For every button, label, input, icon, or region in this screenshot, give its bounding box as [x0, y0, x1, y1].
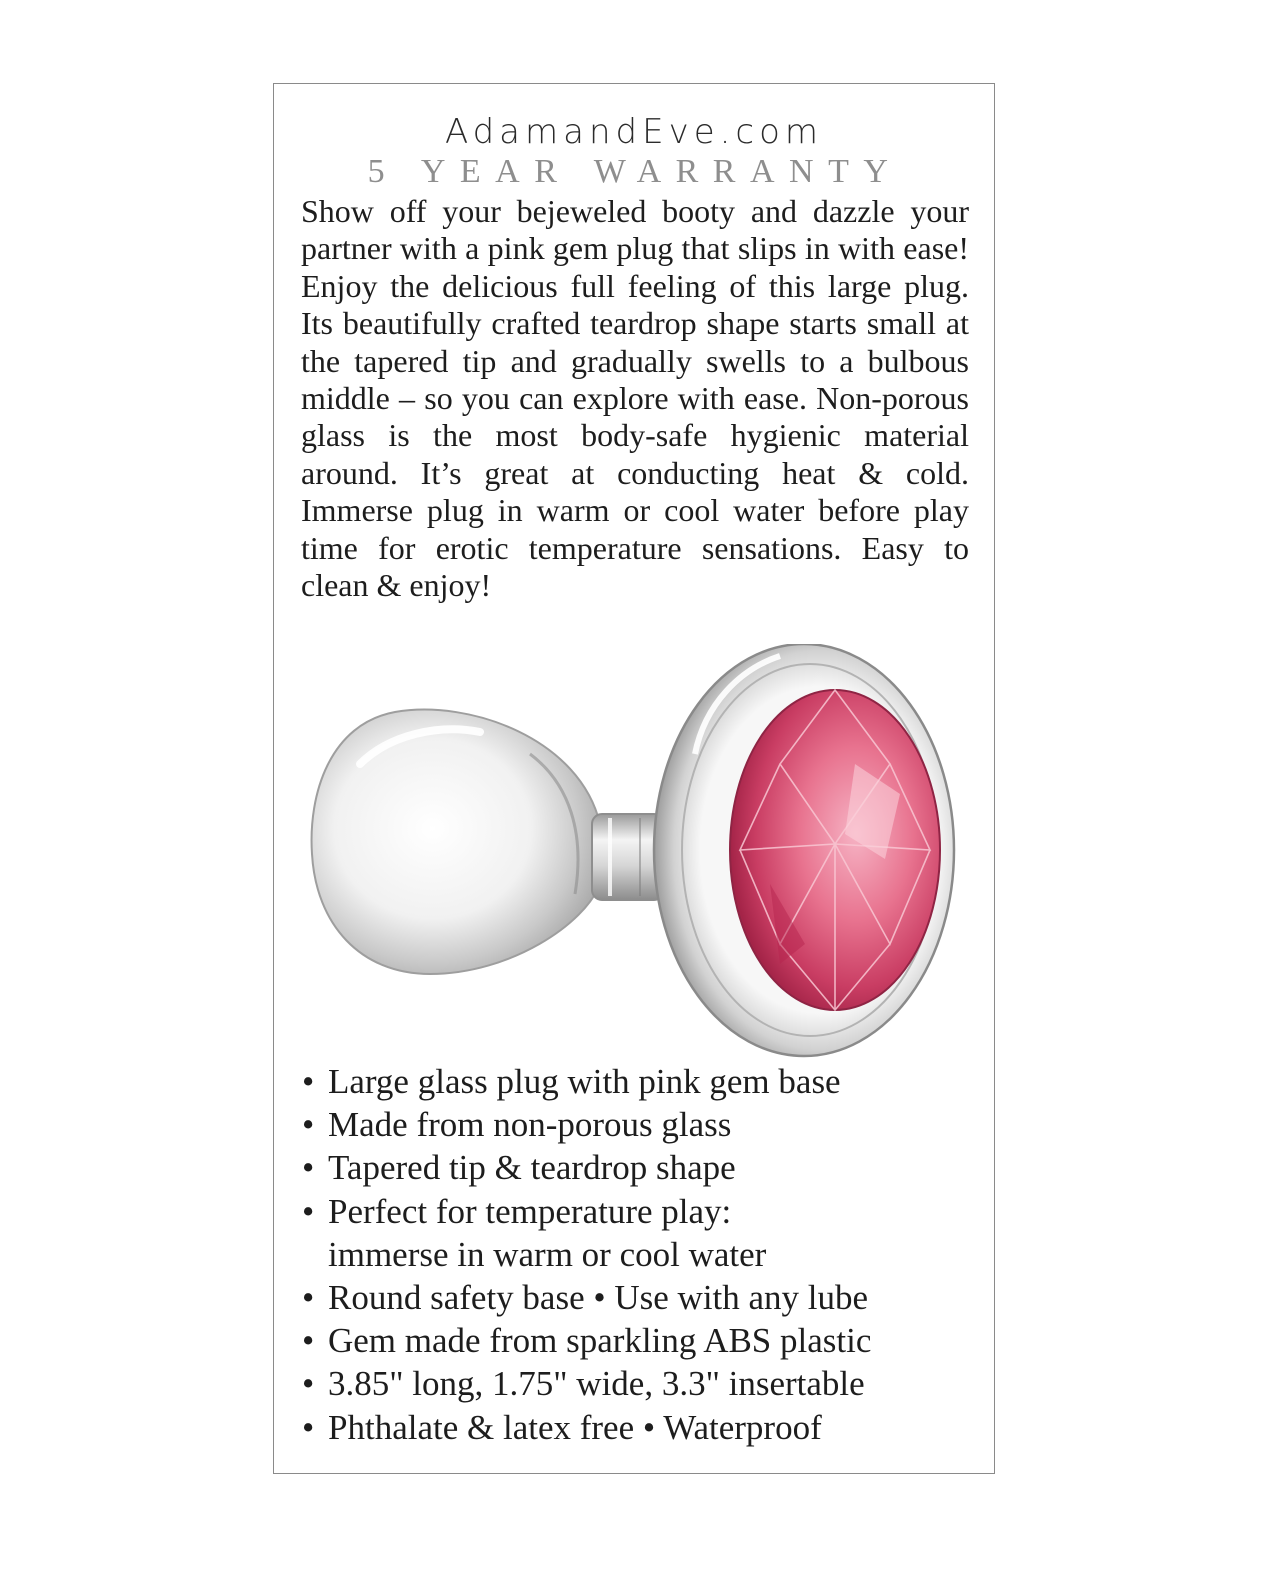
feature-item: • Round safety base • Use with any lube: [302, 1276, 871, 1319]
feature-item: • 3.85" long, 1.75" wide, 3.3" insertable: [302, 1362, 871, 1405]
warranty-label: 5 YEAR WARRANTY: [367, 153, 903, 190]
feature-item: • Large glass plug with pink gem base: [302, 1060, 871, 1103]
feature-item: • Phthalate & latex free • Waterproof: [302, 1406, 871, 1449]
product-image: [300, 644, 980, 1064]
product-card: [273, 83, 995, 1474]
feature-item: • Made from non-porous glass: [302, 1103, 871, 1146]
website-name: AdamandEve.com: [444, 112, 824, 152]
feature-item: • Gem made from sparkling ABS plastic: [302, 1319, 871, 1362]
feature-item: • Perfect for temperature play: immerse in warm or cool water: [302, 1190, 871, 1276]
feature-item: • Tapered tip & teardrop shape: [302, 1146, 871, 1189]
product-description: Show off your bejeweled booty and dazzle your partner with a pink gem plug that slips in with ease! Enjoy the delicious full feeling of this large plug. Its beautifully crafted teardrop shape starts small at the tapered tip and gradually swells to a bulbous middle – so you can explore with ease. Non-porous glass is the most body-safe hygienic material around. It’s great at conducting heat & cold. Immerse plug in warm or cool water before play time for erotic temperature sensations. Easy to clean & enjoy!: [301, 193, 969, 604]
feature-list: [302, 1060, 871, 1449]
plug-bulb: [312, 710, 600, 974]
